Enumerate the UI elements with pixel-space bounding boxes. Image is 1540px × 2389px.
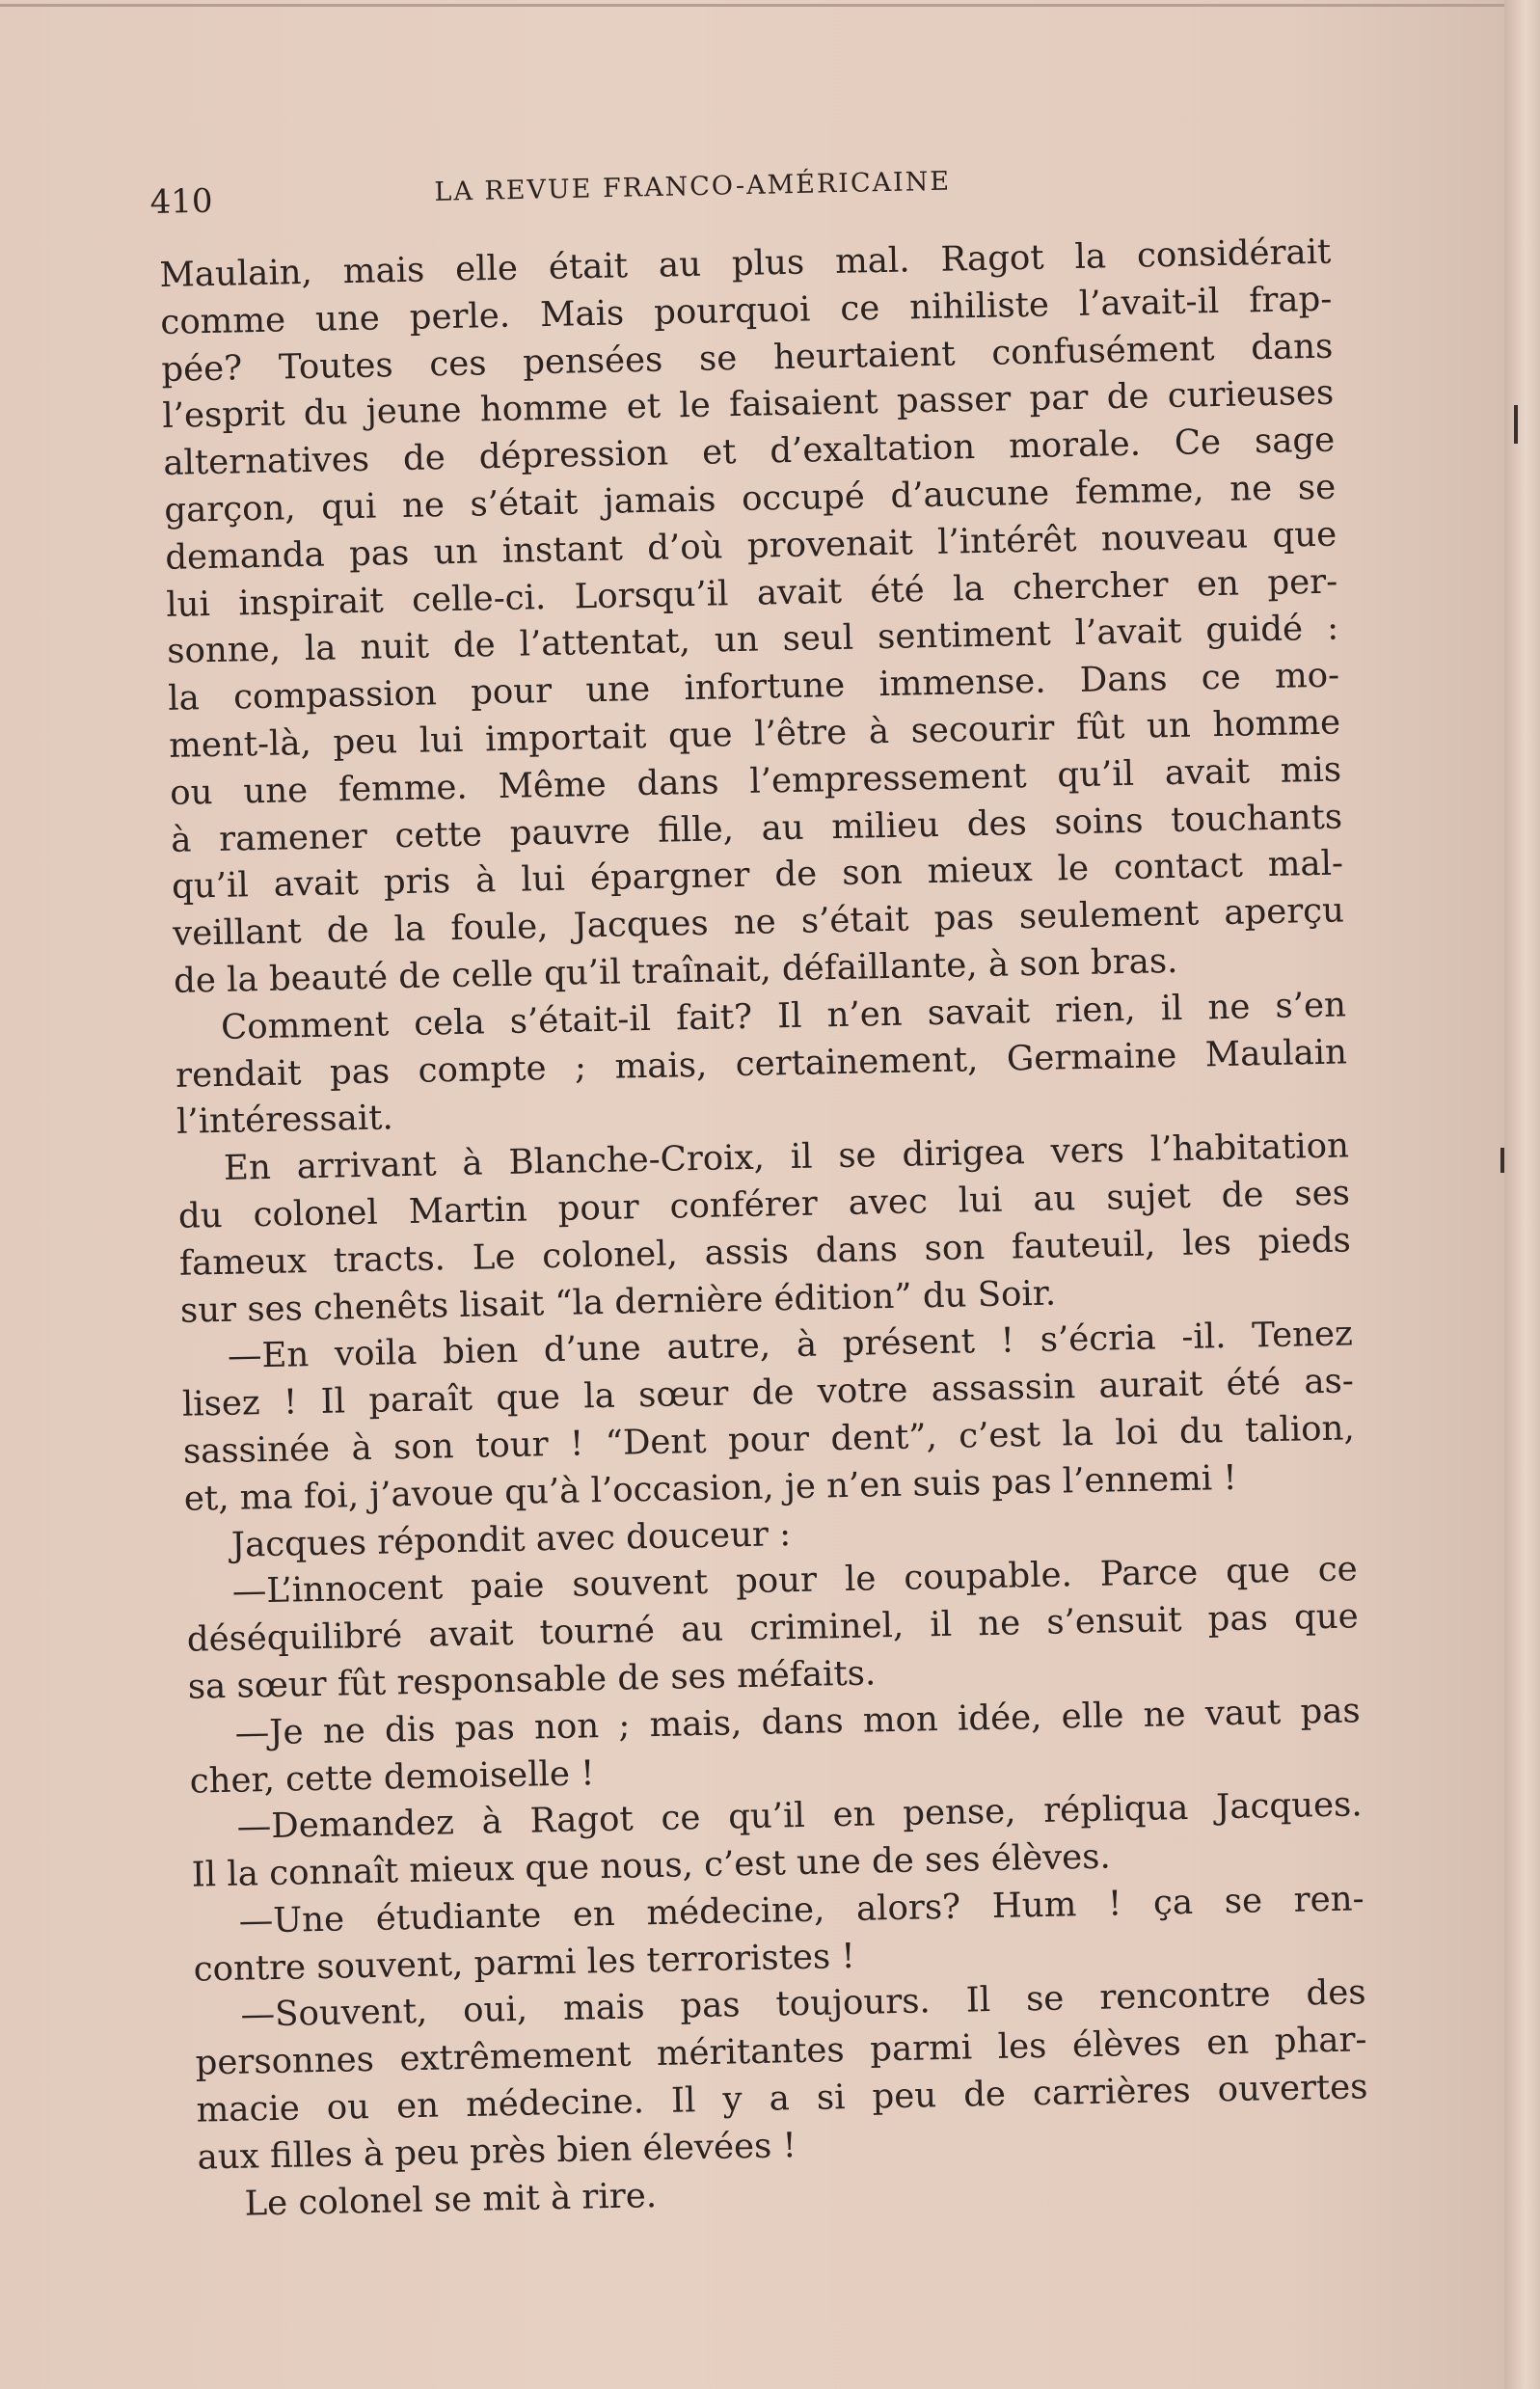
text-line: personnes extrêmement méritantes parmi les élèves en phar-: [195, 2020, 1367, 2083]
text-line: Il la connaît mieux que nous, c’est une de ses élèves.: [191, 1836, 1112, 1895]
body-text: [159, 230, 1370, 2229]
text-line: En arrivant à Blanche-Croix, il se dirigea vers l’habitation: [223, 1126, 1350, 1188]
text-line: contre souvent, parmi les terroristes !: [193, 1936, 856, 1990]
text-line: l’esprit du jeune homme et le faisaient passer par de curieuses: [161, 372, 1335, 437]
text-line: alternatives de dépression et d’exaltation morale. Ce sage: [162, 420, 1336, 484]
text-line: —Demandez à Ragot ce qu’il en pense, répliqua Jacques.: [236, 1784, 1363, 1848]
text-line: lisez ! Il paraît que la sœur de votre assassin aurait été as-: [181, 1361, 1355, 1425]
paragraph: [194, 1970, 1369, 2183]
text-line: —En voila bien d’une autre, à présent ! s’écria -il. Tenez: [227, 1314, 1354, 1377]
text-line: comme une perle. Mais pourquoi ce nihiliste l’avait-il frap-: [160, 279, 1333, 342]
text-line: déséquilibré avait tourné au criminel, il ne s’ensuit pas que: [186, 1596, 1360, 1660]
text-line: la compassion pour une infortune immense. Dans ce mo-: [167, 655, 1340, 719]
paragraph: [159, 230, 1345, 1006]
text-line: Le colonel se mit à rire.: [244, 2175, 658, 2224]
text-line: Maulain, mais elle était au plus mal. Ragot la considérait: [159, 231, 1332, 295]
text-line: —Souvent, oui, mais pas toujours. Il se rencontre des: [240, 1972, 1366, 2036]
top-rule: [0, 4, 1504, 7]
text-line: demanda pas un instant d’où provenait l’intérêt nouveau que: [164, 514, 1337, 578]
text-line: fameux tracts. Le colonel, assis dans son fauteuil, les pieds: [178, 1220, 1352, 1284]
text-line: sonne, la nuit de l’attentat, un seul sentiment l’avait guidé :: [166, 608, 1339, 672]
text-line: rendait pas compte ; mais, certainement, Germaine Maulain: [175, 1031, 1348, 1096]
text-line: ment-là, peu lui importait que l’être à secourir fût un homme: [168, 702, 1341, 766]
text-line: Jacques répondit avec douceur :: [230, 1513, 792, 1565]
paragraph: [175, 982, 1349, 1147]
text-line: sassinée à son tour ! “Dent pour dent”, c’est la loi du talion,: [182, 1408, 1356, 1472]
text-line: veillant de la foule, Jacques ne s’était pas seulement aperçu: [172, 890, 1345, 955]
text-line: lui inspirait celle-ci. Lorsqu’il avait été la chercher en per-: [165, 561, 1338, 625]
text-line: et, ma foi, j’avoue qu’à l’occasion, je n’en suis pas l’ennemi !: [183, 1457, 1238, 1519]
text-line: ou une femme. Même dans l’empressement qu’il avait mis: [169, 749, 1342, 813]
running-head: LA REVUE FRANCO-AMÉRICAINE: [434, 166, 952, 207]
text-line: Comment cela s’était-il fait? Il n’en savait rien, il ne s’en: [220, 985, 1347, 1047]
paragraph: [185, 1547, 1360, 1712]
paragraph: [177, 1124, 1353, 1336]
text-line: sa sœur fût responsable de ses méfaits.: [187, 1653, 877, 1707]
text-line: —Je ne dis pas non ; mais, dans mon idée, elle ne vaut pas: [234, 1691, 1361, 1753]
text-line: —L’innocent paie souvent pour le coupable. Parce que ce: [231, 1549, 1359, 1613]
text-line: sur ses chenêts lisait “la dernière édition” du Soir.: [179, 1273, 1057, 1331]
text-line: cher, cette demoiselle !: [189, 1752, 595, 1802]
page-number: 410: [149, 181, 213, 222]
text-line: pée? Toutes ces pensées se heurtaient confusément dans: [161, 326, 1334, 390]
paragraph: [181, 1312, 1357, 1524]
text-line: de la beauté de celle qu’il traînait, défaillante, à son bras.: [173, 940, 1178, 1001]
page-edge: [1504, 0, 1540, 2389]
text-line: qu’il avait pris à lui épargner de son mieux le contact mal-: [171, 843, 1344, 908]
text-line: du colonel Martin pour conférer avec lui au sujet de ses: [177, 1173, 1351, 1236]
text-line: à ramener cette pauvre fille, au milieu des soins touchants: [170, 797, 1343, 860]
text-line: —Une étudiante en médecine, alors? Hum ! ça se ren-: [238, 1879, 1364, 1941]
margin-mark: [1500, 1148, 1504, 1173]
margin-mark: [1514, 405, 1518, 444]
text-line: aux filles à peu près bien élevées !: [197, 2126, 797, 2178]
text-line: garçon, qui ne s’était jamais occupé d’aucune femme, ne se: [163, 467, 1337, 530]
text-line: l’intéressait.: [176, 1098, 394, 1143]
text-line: macie ou en médecine. Il y a si peu de carrières ouvertes: [196, 2067, 1368, 2131]
